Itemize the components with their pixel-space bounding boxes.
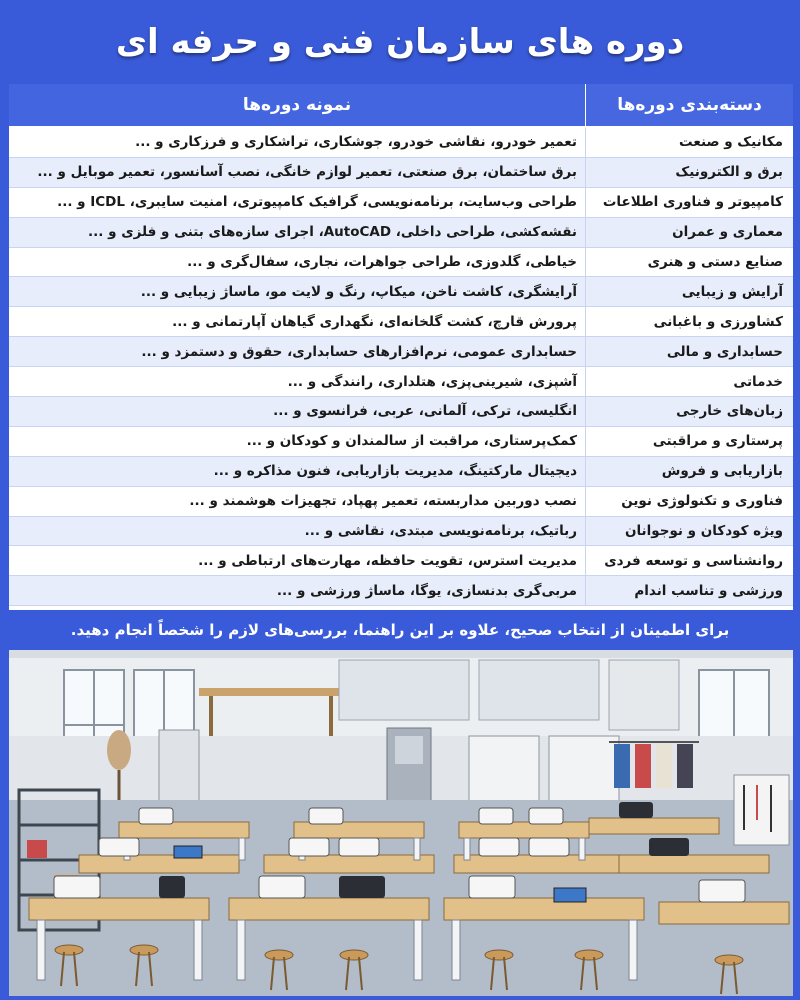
category-cell: پرستاری و مراقبتی: [652, 433, 783, 450]
category-cell: آرایش و زیبایی: [681, 283, 783, 300]
page-title: دوره های سازمان فنی و حرفه ای: [115, 22, 685, 62]
table-row: [9, 487, 793, 517]
category-cell: خدماتی: [733, 373, 783, 390]
table-row: [9, 188, 793, 218]
table-row: [9, 517, 793, 547]
examples-cell: نقشه‌کشی، طراحی داخلی، AutoCAD، اجرای سازه‌های بتنی و فلزی و ...: [9, 218, 586, 247]
table-row: [9, 457, 793, 487]
examples-cell: مدیریت استرس، تقویت حافظه، مهارت‌های ارتباطی و ...: [9, 546, 586, 575]
table-row: [9, 367, 793, 397]
table-row: [9, 218, 793, 248]
examples-cell: انگلیسی، ترکی، آلمانی، عربی، فرانسوی و ...: [9, 397, 586, 426]
examples-cell: آشپزی، شیرینی‌پزی، هتلداری، رانندگی و ...: [9, 367, 586, 396]
table-row: [9, 128, 793, 158]
examples-cell: نصب دوربین مداربسته، تعمیر پهپاد، تجهیزات هوشمند و ...: [9, 487, 586, 516]
examples-cell: تعمیر خودرو، نقاشی خودرو، جوشکاری، تراشکاری و فرزکاری و ...: [9, 128, 586, 157]
table-row: [9, 546, 793, 576]
category-cell: فناوری و تکنولوژی نوین: [621, 493, 783, 510]
category-cell: کامپیوتر و فناوری اطلاعات: [602, 194, 783, 211]
category-cell: ویژه کودکان و نوجوانان: [624, 523, 783, 540]
table-row: [9, 307, 793, 337]
category-cell: زبان‌های خارجی: [676, 403, 783, 420]
table-body: [9, 128, 793, 606]
category-cell: حسابداری و مالی: [666, 343, 783, 360]
examples-cell: مربی‌گری بدنسازی، یوگا، ماساژ ورزشی و ...: [9, 576, 586, 605]
examples-cell: برق ساختمان، برق صنعتی، تعمیر لوازم خانگی، نصب آسانسور، تعمیر موبایل و ...: [9, 158, 586, 187]
courses-table: [9, 84, 793, 610]
examples-cell: کمک‌پرستاری، مراقبت از سالمندان و کودکان و ...: [9, 427, 586, 456]
table-row: [9, 427, 793, 457]
examples-cell: رباتیک، برنامه‌نویسی مبتدی، نقاشی و ...: [9, 517, 586, 546]
table-row: [9, 248, 793, 278]
examples-cell: پرورش قارچ، کشت گلخانه‌ای، نگهداری گیاهان آپارتمانی و ...: [9, 307, 586, 336]
header-examples: نمونه دوره‌ها: [9, 84, 586, 126]
examples-cell: حسابداری عمومی، نرم‌افزارهای حسابداری، حقوق و دستمزد و ...: [9, 337, 586, 366]
table-row: [9, 337, 793, 367]
title-bar: [0, 0, 800, 84]
category-cell: روانشناسی و توسعه فردی: [604, 552, 783, 569]
category-cell: بازاریابی و فروش: [661, 463, 783, 480]
table-header: [9, 84, 793, 128]
examples-cell: دیجیتال مارکتینگ، مدیریت بازاریابی، فنون مذاکره و ...: [9, 457, 586, 486]
examples-cell: طراحی وب‌سایت، برنامه‌نویسی، گرافیک کامپیوتری، امنیت سایبری، ICDL و ...: [9, 188, 586, 217]
table-row: [9, 397, 793, 427]
category-cell: کشاورزی و باغبانی: [653, 313, 783, 330]
examples-cell: آرایشگری، کاشت ناخن، میکاپ، رنگ و لایت مو، ماساژ زیبایی و ...: [9, 277, 586, 306]
examples-cell: خیاطی، گلدوزی، طراحی جواهرات، نجاری، سفال‌گری و ...: [9, 248, 586, 277]
table-row: [9, 277, 793, 307]
workshop-scene-image: [9, 650, 793, 996]
disclaimer-note: برای اطمینان از انتخاب صحیح، علاوه بر این راهنما، بررسی‌های لازم را شخصاً انجام دهید.: [70, 621, 730, 639]
category-cell: برق و الکترونیک: [675, 164, 783, 181]
header-category: دسته‌بندی دوره‌ها: [586, 84, 793, 126]
category-cell: صنایع دستی و هنری: [647, 254, 783, 270]
category-cell: معماری و عمران: [672, 224, 783, 241]
workshop-illustration: [9, 650, 793, 996]
table-row: [9, 576, 793, 606]
table-row: [9, 158, 793, 188]
category-cell: ورزشی و تناسب اندام: [634, 582, 783, 599]
category-cell: مکانیک و صنعت: [679, 134, 783, 151]
